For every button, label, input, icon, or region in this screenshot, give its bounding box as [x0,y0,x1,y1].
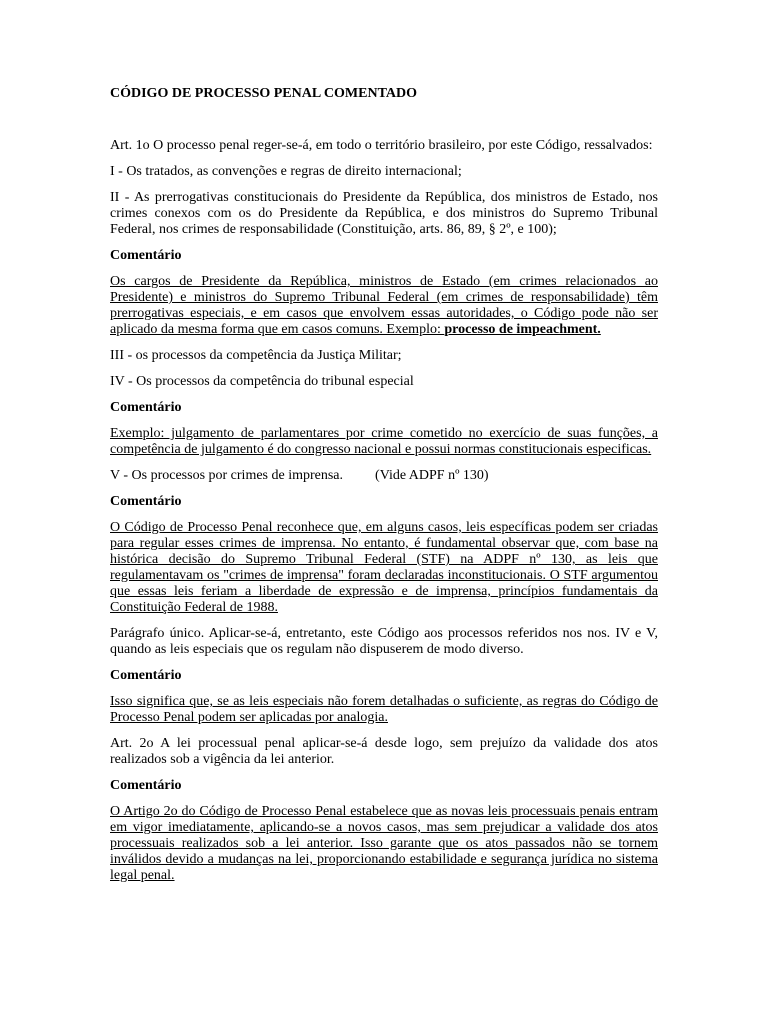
comment-text: Os cargos de Presidente da República, ministros de Estado (em crimes relacionados ao Presidente) e ministros do Supremo Tribunal Federal (em crimes de responsabilidade) têm prerrogativas especiais, e em casos que envolvem essas autoridades, o Código pode não ser aplicado da mesma forma que em casos comuns. Exemplo: [110,274,658,337]
comment-heading: Comentário [110,778,182,793]
inciso-v-text: V - Os processos por crimes de imprensa. [110,468,344,483]
inciso-v [110,468,658,484]
inciso-ii: II - As prerrogativas constitucionais do Presidente da República, dos ministros de Estado, nos crimes conexos com os do Presidente da República, e dos ministros do Supremo Tribunal Federal, nos crimes de responsabilidade (Constituição, arts. 86, 89, § 2º, e 100); [110,190,658,237]
article-2: Art. 2o A lei processual penal aplicar-se-á desde logo, sem prejuízo da validade dos atos realizados sob a vigência da lei anterior. [110,736,658,767]
comment-paragraph [110,274,658,338]
comment-paragraph: Exemplo: julgamento de parlamentares por crime cometido no exercício de suas funções, a competência de julgamento é do congresso nacional e possui normas constitucionais especificas. [110,426,658,457]
inciso-v-reference: (Vide ADPF nº 130) [375,468,489,483]
comment-heading: Comentário [110,248,182,263]
comment-paragraph: O Artigo 2o do Código de Processo Penal estabelece que as novas leis processuais penais entram em vigor imediatamente, aplicando-se a novos casos, mas sem prejudicar a validade dos atos processuais realizados sob a lei anterior. Isso garante que os atos passados não se tornem inválidos devido a mudanças na lei, proporcionando estabilidade e segurança jurídica no sistema legal penal. [110,804,658,883]
comment-emphasis: processo de impeachment. [444,322,601,337]
inciso-iv: IV - Os processos da competência do tribunal especial [110,374,414,389]
article-1: Art. 1o O processo penal reger-se-á, em todo o território brasileiro, por este Código, ressalvados: [110,138,653,153]
comment-heading: Comentário [110,668,182,683]
document-title: CÓDIGO DE PROCESSO PENAL COMENTADO [110,86,417,101]
comment-paragraph: Isso significa que, se as leis especiais não forem detalhadas o suficiente, as regras do Código de Processo Penal podem ser aplicadas por analogia. [110,694,658,725]
comment-heading: Comentário [110,400,182,415]
comment-paragraph: O Código de Processo Penal reconhece que, em alguns casos, leis específicas podem ser criadas para regular esses crimes de imprensa. No entanto, é fundamental observar que, com base na histórica decisão do Supremo Tribunal Federal (STF) na ADPF nº 130, as leis que regulamentavam os "crimes de imprensa" foram declaradas inconstitucionais. O STF argumentou que essas leis feriam a liberdade de expressão e de imprensa, princípios fundamentais da Constituição Federal de 1988. [110,520,658,615]
comment-heading: Comentário [110,494,182,509]
inciso-i: I - Os tratados, as convenções e regras de direito internacional; [110,164,462,179]
inciso-iii: III - os processos da competência da Justiça Militar; [110,348,402,363]
paragrafo-unico: Parágrafo único. Aplicar-se-á, entretanto, este Código aos processos referidos nos nos. IV e V, quando as leis especiais que os regulam não dispuserem de modo diverso. [110,626,658,657]
